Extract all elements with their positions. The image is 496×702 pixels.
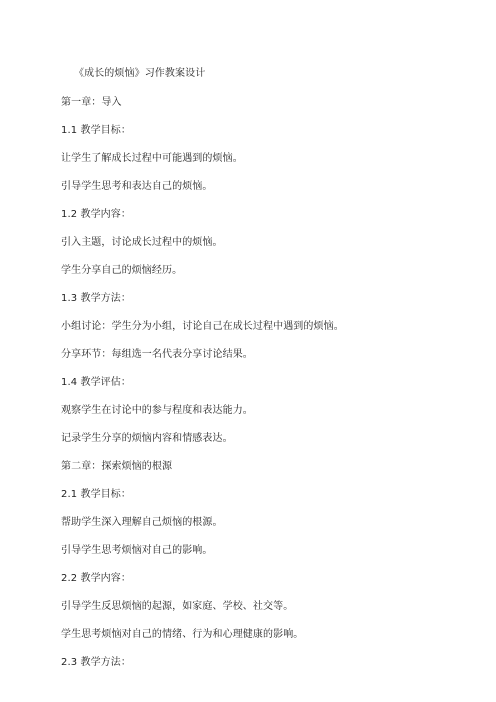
section-heading: 2.3 教学方法： <box>61 657 131 668</box>
section-heading: 1.4 教学评估： <box>61 377 131 388</box>
section-heading: 2.1 教学目标： <box>61 489 131 500</box>
paragraph-line: 分享环节：每组选一名代表分享讨论结果。 <box>61 349 253 360</box>
paragraph-line: 帮助学生深入理解自己烦恼的根源。 <box>61 517 223 528</box>
paragraph-line: 引入主题，讨论成长过程中的烦恼。 <box>61 237 223 248</box>
paragraph-line: 观察学生在讨论中的参与程度和表达能力。 <box>61 405 253 416</box>
section-heading: 1.1 教学目标： <box>61 125 131 136</box>
chapter-heading: 第一章：导入 <box>61 97 122 108</box>
section-heading: 2.2 教学内容： <box>61 573 131 584</box>
document-title: 《成长的烦恼》习作教案设计 <box>74 68 206 79</box>
paragraph-line: 学生思考烦恼对自己的情绪、行为和心理健康的影响。 <box>61 629 304 640</box>
paragraph-line: 学生分享自己的烦恼经历。 <box>61 265 183 276</box>
paragraph-line: 引导学生思考和表达自己的烦恼。 <box>61 181 213 192</box>
paragraph-line: 小组讨论：学生分为小组，讨论自己在成长过程中遇到的烦恼。 <box>61 321 344 332</box>
section-heading: 1.3 教学方法： <box>61 293 131 304</box>
paragraph-line: 引导学生思考烦恼对自己的影响。 <box>61 545 213 556</box>
paragraph-line: 记录学生分享的烦恼内容和情感表达。 <box>61 433 233 444</box>
paragraph-line: 让学生了解成长过程中可能遇到的烦恼。 <box>61 153 243 164</box>
section-heading: 1.2 教学内容： <box>61 209 131 220</box>
chapter-heading: 第二章：探索烦恼的根源 <box>61 461 173 472</box>
paragraph-line: 引导学生反思烦恼的起源，如家庭、学校、社交等。 <box>61 601 294 612</box>
